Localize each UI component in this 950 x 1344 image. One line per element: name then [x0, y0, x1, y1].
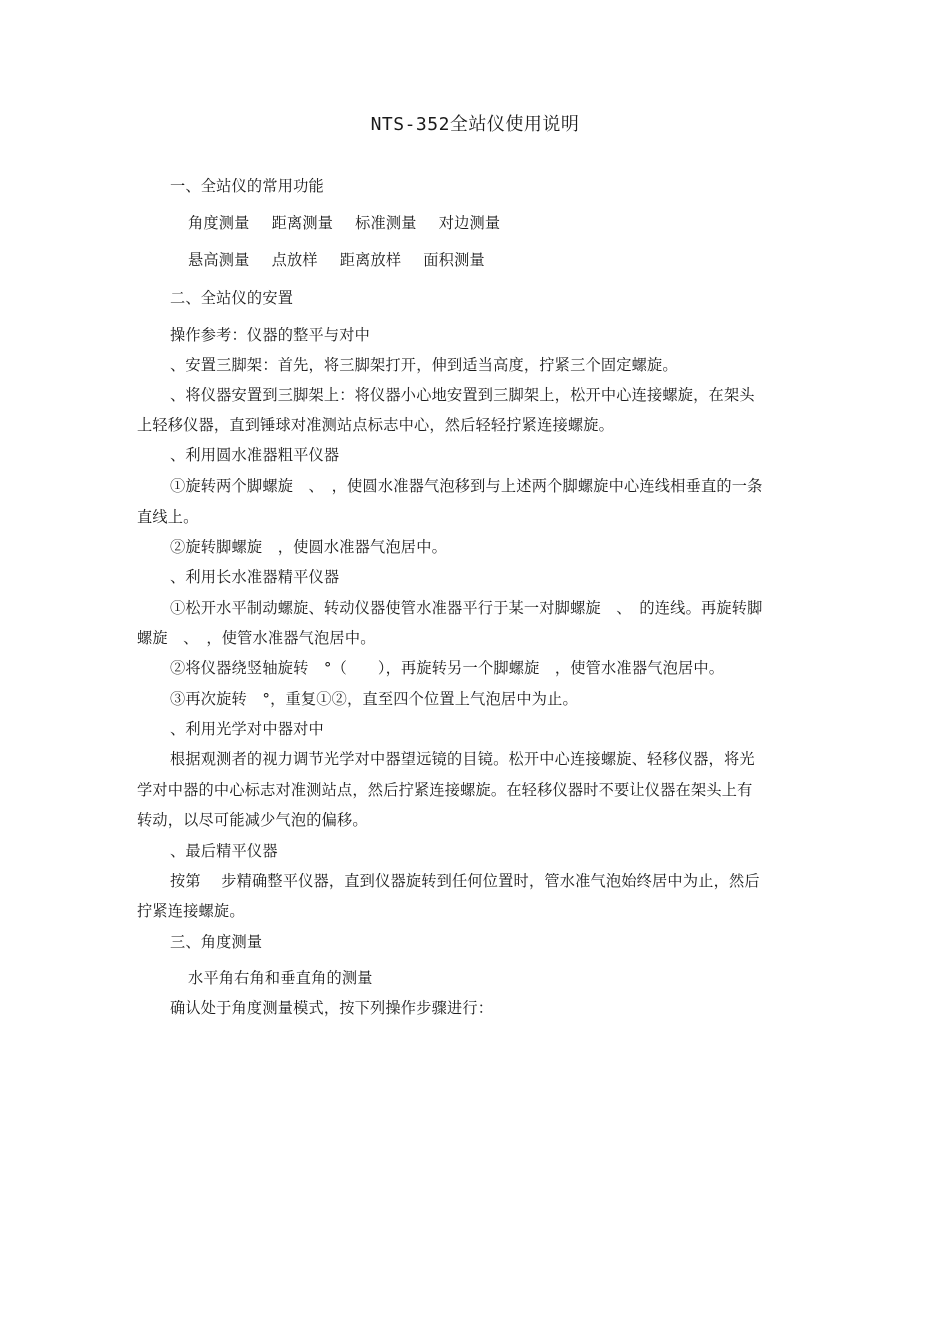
step-1: 、安置三脚架：首先，将三脚架打开，伸到适当高度，拧紧三个固定螺旋。	[170, 356, 678, 374]
function-item: 对边测量	[438, 214, 501, 232]
step-6-line-2: 拧紧连接螺旋。	[137, 902, 245, 920]
step-5-line-1: 根据观测者的视力调节光学对中器望远镜的目镜。松开中心连接螺旋、轻移仪器，将光	[170, 750, 755, 768]
step-5-line-3: 转动，以尽可能减少气泡的偏移。	[137, 811, 368, 829]
section-1-heading: 一、全站仪的常用功能	[170, 177, 324, 195]
step-6-heading: 、最后精平仪器	[170, 842, 278, 860]
step-2-line-2: 上轻移仪器，直到锤球对准测站点标志中心，然后轻轻拧紧连接螺旋。	[137, 416, 615, 434]
page-title: NTS-352全站仪使用说明	[370, 114, 580, 135]
step-5-line-2: 学对中器的中心标志对准测站点，然后拧紧连接螺旋。在轻移仪器时不要让仪器在架头上有	[137, 781, 753, 799]
operation-reference: 操作参考：仪器的整平与对中	[170, 326, 371, 344]
step-3-heading: 、利用圆水准器粗平仪器	[170, 446, 340, 464]
function-item: 距离放样	[339, 251, 402, 269]
step-2-line-1: 、将仪器安置到三脚架上：将仪器小心地安置到三脚架上，松开中心连接螺旋，在架头	[170, 386, 755, 404]
section-3-subheading: 水平角右角和垂直角的测量	[188, 969, 373, 987]
function-item: 角度测量	[188, 214, 250, 232]
step-4a-line-2: 螺旋 、 ，使管水准器气泡居中。	[137, 629, 376, 647]
function-list-row-2	[188, 249, 507, 271]
function-item: 悬高测量	[188, 251, 250, 269]
function-item: 面积测量	[423, 251, 485, 269]
step-4b: ②将仪器绕竖轴旋转 °（ ），再旋转另一个脚螺旋 ，使管水准器气泡居中。	[170, 659, 725, 677]
function-list-row-1	[188, 212, 522, 234]
step-3b: ②旋转脚螺旋 ，使圆水准器气泡居中。	[170, 538, 447, 556]
function-item: 距离测量	[271, 214, 334, 232]
step-4-heading: 、利用长水准器精平仪器	[170, 568, 340, 586]
step-3a-line-2: 直线上。	[137, 508, 199, 526]
step-3a-line-1: ①旋转两个脚螺旋 、 ，使圆水准器气泡移到与上述两个脚螺旋中心连线相垂直的一条	[170, 477, 763, 495]
section-3-heading: 三、角度测量	[170, 933, 263, 951]
step-4c: ③再次旋转 °，重复①②，直至四个位置上气泡居中为止。	[170, 690, 578, 708]
function-item: 标准测量	[355, 214, 417, 232]
step-4a-line-1: ①松开水平制动螺旋、转动仪器使管水准器平行于某一对脚螺旋 、 的连线。再旋转脚	[170, 599, 763, 617]
function-item: 点放样	[271, 251, 318, 269]
section-2-heading: 二、全站仪的安置	[170, 289, 294, 307]
step-5-heading: 、利用光学对中器对中	[170, 720, 324, 738]
section-3-text: 确认处于角度测量模式，按下列操作步骤进行：	[170, 999, 494, 1017]
step-6-line-1: 按第 步精确整平仪器，直到仪器旋转到任何位置时，管水准气泡始终居中为止，然后	[170, 872, 760, 890]
